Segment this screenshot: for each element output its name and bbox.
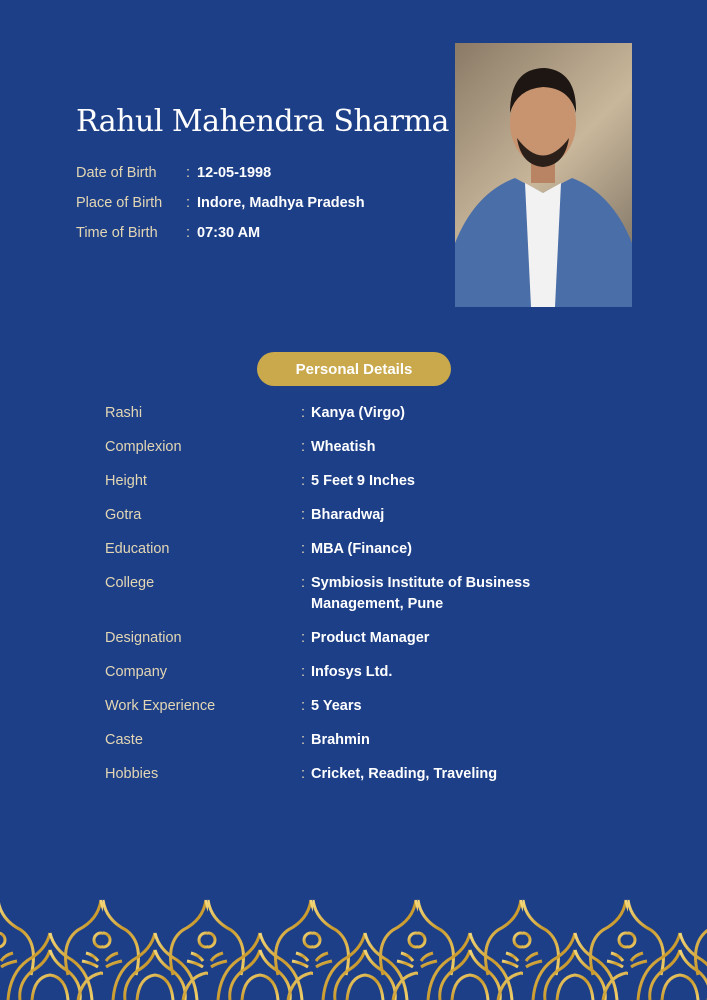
detail-row [105, 498, 625, 532]
separator: : [301, 697, 306, 714]
detail-label: Company [105, 663, 168, 680]
separator: : [301, 540, 306, 557]
separator: : [301, 404, 306, 421]
birth-value: 07:30 AM [197, 225, 261, 241]
detail-value: MBA (Finance) [311, 540, 412, 557]
detail-row [105, 430, 625, 464]
separator: : [186, 195, 191, 211]
detail-value: Infosys Ltd. [311, 663, 393, 680]
detail-label: College [105, 574, 155, 591]
detail-row [105, 566, 625, 621]
detail-row [105, 723, 625, 757]
separator: : [301, 731, 306, 748]
birth-label: Time of Birth [76, 225, 158, 241]
separator: : [301, 472, 306, 489]
detail-label: Hobbies [105, 765, 159, 782]
detail-label: Height [105, 472, 147, 489]
detail-label: Work Experience [105, 697, 216, 714]
personal-details-list [105, 396, 625, 791]
profile-name: Rahul Mahendra Sharma [76, 104, 449, 139]
separator: : [301, 438, 306, 455]
detail-value: 5 Years [311, 697, 362, 714]
detail-row [105, 532, 625, 566]
detail-value: Bharadwaj [311, 506, 385, 523]
detail-row [105, 396, 625, 430]
birth-label: Place of Birth [76, 195, 163, 211]
detail-row [105, 464, 625, 498]
separator: : [301, 506, 306, 523]
birth-row-time [76, 218, 365, 248]
birth-row-place [76, 188, 365, 218]
decorative-border [0, 895, 707, 1000]
detail-label: Designation [105, 629, 182, 646]
detail-value: 5 Feet 9 Inches [311, 472, 415, 489]
profile-photo [455, 43, 632, 307]
detail-row [105, 621, 625, 655]
birth-row-date [76, 158, 365, 188]
detail-label: Complexion [105, 438, 182, 455]
detail-label: Education [105, 540, 170, 557]
detail-label: Rashi [105, 404, 143, 421]
section-title-personal-details: Personal Details [257, 352, 451, 386]
detail-value: Symbiosis Institute of Business Management, Pune [311, 574, 531, 612]
separator: : [301, 629, 306, 646]
separator: : [301, 663, 306, 680]
separator: : [301, 574, 306, 591]
separator: : [301, 765, 306, 782]
birth-value: Indore, Madhya Pradesh [197, 195, 365, 211]
detail-row [105, 757, 625, 791]
separator: : [186, 225, 191, 241]
detail-value: Kanya (Virgo) [311, 404, 406, 421]
detail-value: Wheatish [311, 438, 376, 455]
detail-value: Product Manager [311, 629, 430, 646]
birth-value: 12-05-1998 [197, 165, 272, 181]
detail-label: Caste [105, 731, 143, 748]
detail-row [105, 689, 625, 723]
detail-value: Cricket, Reading, Traveling [311, 765, 498, 782]
detail-label: Gotra [105, 506, 142, 523]
birth-info [76, 158, 365, 248]
detail-row [105, 655, 625, 689]
detail-value: Brahmin [311, 731, 370, 748]
separator: : [186, 165, 191, 181]
birth-label: Date of Birth [76, 165, 157, 181]
